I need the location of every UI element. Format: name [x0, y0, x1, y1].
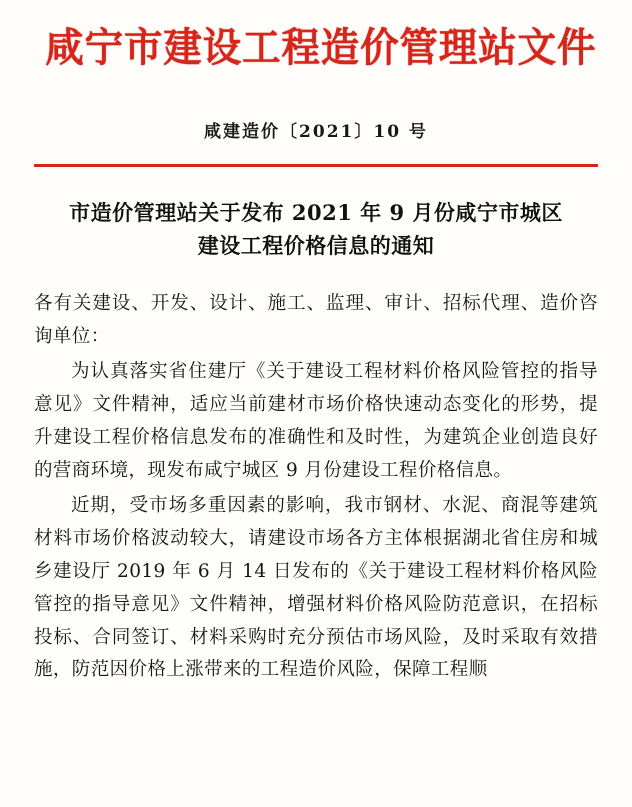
document-body — [34, 288, 598, 687]
subject-line-1: 市造价管理站关于发布 2021 年 9 月份咸宁市城区 — [69, 200, 563, 226]
subject-line-2: 建设工程价格信息的通知 — [197, 232, 435, 258]
body-paragraph-1: 为认真落实省住建厅《关于建设工程材料价格风险管控的指导意见》文件精神，适应当前建材市场价格快速动态变化的形势，提升建设工程价格信息发布的准确性和及时性，为建筑企业创造良好的营商环境，现发布咸宁城区 9 月份建设工程价格信息。 — [34, 361, 598, 481]
document-header — [34, 0, 598, 71]
body-paragraph-2: 近期，受市场多重因素的影响，我市钢材、水泥、商混等建筑材料市场价格波动较大，请建设市场各方主体根据湖北省住房和城乡建设厅 2019 年 6 月 14 日发布的《关于建设工程材料价格风险管控的指导意见》文件精神，增强材料价格风险防范意识，在招标投标、合同签订、材料采购时充分预估市场风险，及时采取有效措施，防范因价格上涨带来的工程造价风险，保障工程顺 — [34, 494, 598, 681]
red-divider-rule — [34, 164, 598, 167]
salutation-paragraph: 各有关建设、开发、设计、施工、监理、审计、招标代理、造价咨询单位： — [34, 293, 598, 348]
document-subject — [34, 197, 598, 262]
document-number: 咸建造价〔2021〕10 号 — [204, 122, 428, 143]
document-title: 咸宁市建设工程造价管理站文件 — [45, 24, 597, 71]
